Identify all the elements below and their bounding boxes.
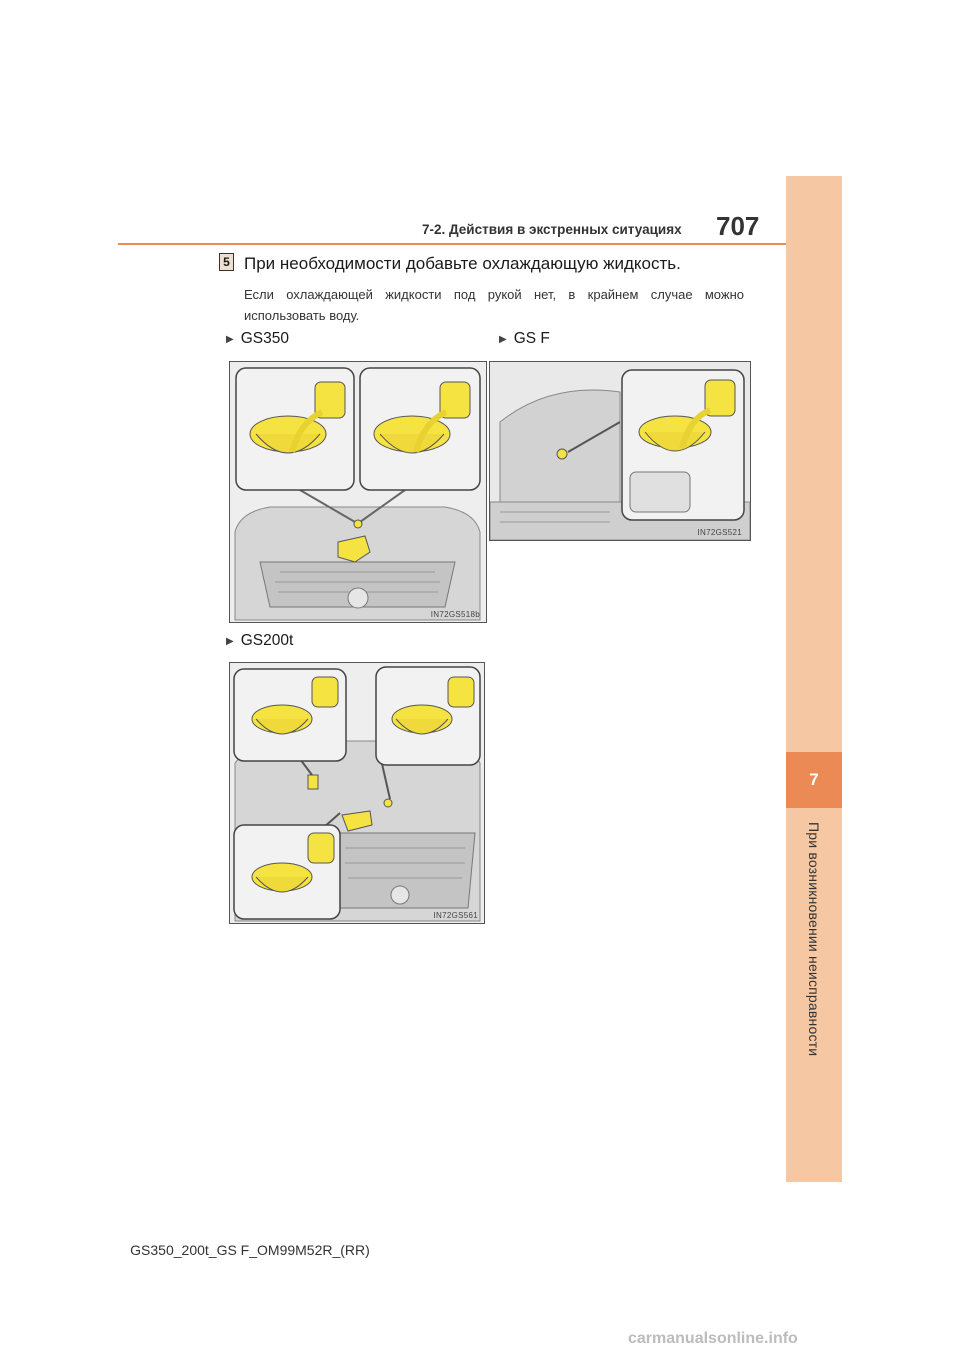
figure-code-gs350: IN72GS518b [430, 610, 480, 619]
variant-label-gs350: ▶ GS350 [226, 330, 289, 347]
header-divider [118, 243, 786, 245]
figure-gs200t [229, 662, 485, 924]
document-code-footer: GS350_200t_GS F_OM99M52R_(RR) [130, 1242, 370, 1258]
page-number: 707 [716, 211, 760, 241]
figure-gsf [489, 361, 751, 541]
triangle-bullet-icon: ▶ [499, 333, 507, 345]
chapter-number-box [786, 752, 842, 808]
figure-gs350 [229, 361, 487, 623]
engine-illustration-gs350 [230, 362, 486, 622]
triangle-bullet-icon: ▶ [226, 333, 234, 345]
section-title: 7-2. Действия в экстренных ситуациях [422, 222, 682, 237]
engine-illustration-gsf [490, 362, 750, 540]
step-number-badge: 5 [219, 253, 234, 271]
watermark-text: carmanualsonline.info [628, 1330, 798, 1347]
variant-label-gs200t: ▶ GS200t [226, 632, 294, 649]
triangle-bullet-icon: ▶ [226, 635, 234, 647]
variant-label-gsf: ▶ GS F [499, 330, 550, 347]
chapter-number: 7 [809, 770, 819, 789]
figure-code-gs200t: IN72GS561 [433, 911, 478, 920]
step-title: При необходимости добавьте охлаждающую жидкость. [244, 254, 681, 273]
figure-code-gsf: IN72GS521 [697, 528, 742, 537]
engine-illustration-gs200t [230, 663, 484, 923]
chapter-title-vertical: При возникновении неисправности [806, 822, 822, 1057]
step-description: Если охлаждающей жидкости под рукой нет, в крайнем случае можно использовать воду. [244, 287, 744, 323]
